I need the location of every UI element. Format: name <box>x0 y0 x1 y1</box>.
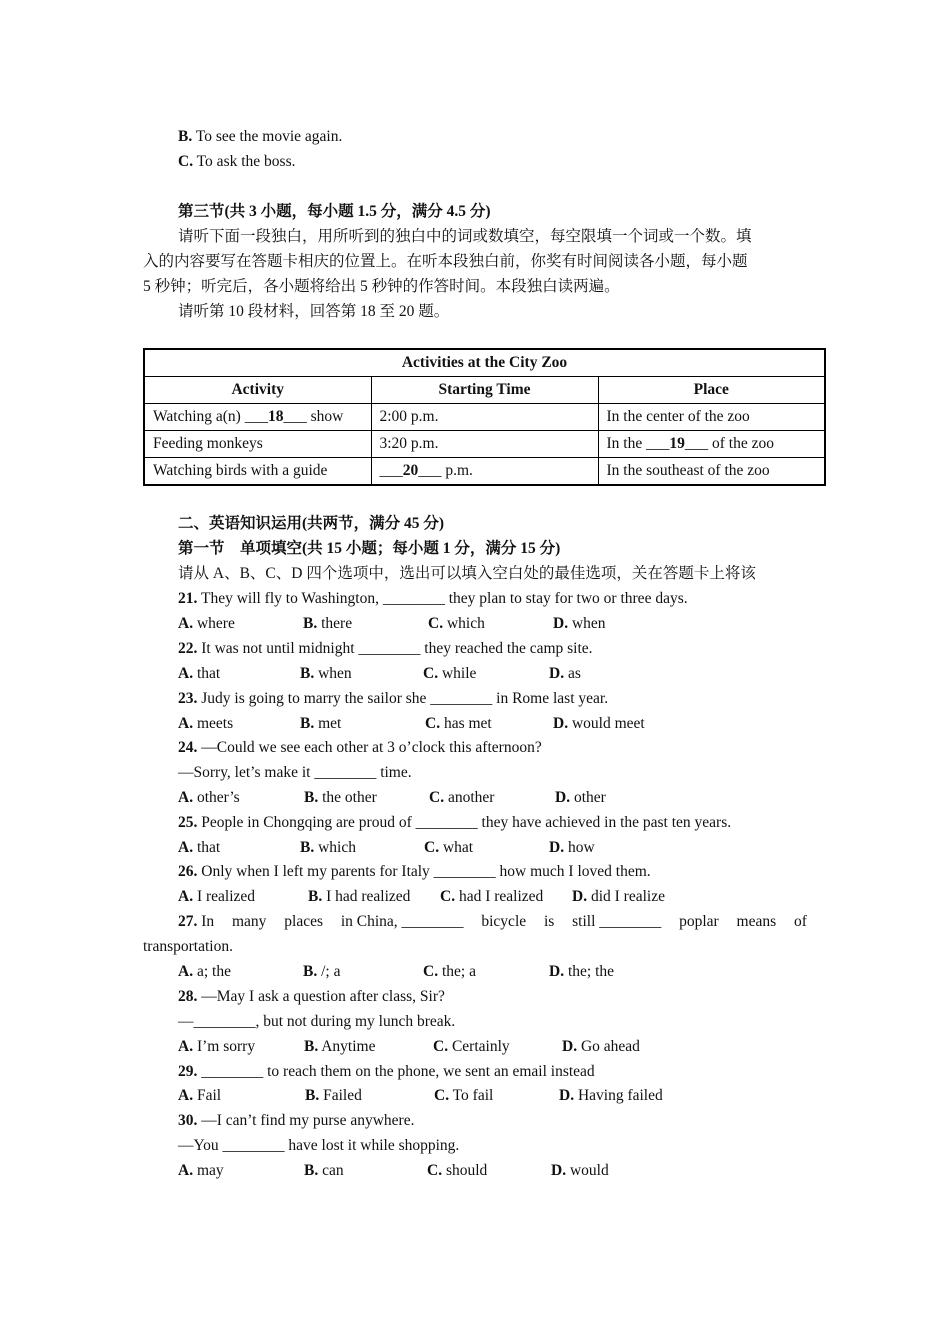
option-a: A. that <box>178 665 221 682</box>
option-b: B. Failed <box>305 1087 362 1104</box>
option-b: B. /; a <box>303 963 341 980</box>
option-c: C. another <box>429 789 495 806</box>
section3-para-line3: 5 秒钟；听完后，各小题将给出 5 秒钟的作答时间。本段独白读两遍。 <box>143 278 620 295</box>
part2-instruction: 请从 A、B、C、D 四个选项中，选出可以填入空白处的最佳选项，关在答题卡上将该 <box>178 565 756 582</box>
table-header-place: Place <box>598 377 825 404</box>
table-cell-time: 3:20 p.m. <box>371 431 598 458</box>
question-23: 23. Judy is going to marry the sailor she ________ in Rome last year. <box>178 690 609 707</box>
option-d: D. when <box>553 615 606 632</box>
option-a: A. other’s <box>178 789 240 806</box>
option-a: A. Fail <box>178 1087 222 1104</box>
question-27: 27. In many places in China, ________ bicycle is still ________ poplar means of <box>178 913 807 930</box>
prev-option-c: C. To ask the boss. <box>178 153 296 170</box>
question-30: 30. —I can’t find my purse anywhere. <box>178 1112 415 1129</box>
section3-para-line1: 请听下面一段独白，用所听到的独白中的词或数填空，每空限填一个词或一个数。填 <box>178 228 752 245</box>
question-28: 28. —May I ask a question after class, Sir? <box>178 988 445 1005</box>
table-row <box>144 431 825 458</box>
option-a: A. that <box>178 839 221 856</box>
option-d: D. other <box>555 789 606 806</box>
question-30-line2: —You ________ have lost it while shopping. <box>178 1137 460 1154</box>
option-a: A. may <box>178 1162 224 1179</box>
option-d: D. as <box>549 665 581 682</box>
table-cell-place: In the southeast of the zoo <box>598 458 825 486</box>
question-28-line2: —________, but not during my lunch break. <box>178 1013 456 1030</box>
section3-heading: 第三节(共 3 小题，每小题 1.5 分，满分 4.5 分) <box>178 203 491 220</box>
option-b: B. met <box>300 715 342 732</box>
option-a: A. a; the <box>178 963 231 980</box>
part2-section1-heading: 第一节 单项填空(共 15 小题；每小题 1 分，满分 15 分) <box>178 540 561 557</box>
option-c: C. should <box>427 1162 488 1179</box>
option-b: B. can <box>304 1162 344 1179</box>
question-21: 21. They will fly to Washington, ________ they plan to stay for two or three days. <box>178 590 688 607</box>
table-cell-place: In the center of the zoo <box>598 404 825 431</box>
table-cell-activity: Feeding monkeys <box>144 431 371 458</box>
part2-heading: 二、英语知识运用(共两节，满分 45 分) <box>178 515 445 532</box>
table-header-time: Starting Time <box>371 377 598 404</box>
option-d: D. Having failed <box>559 1087 663 1104</box>
option-c: C. the; a <box>423 963 476 980</box>
table-cell-time: 2:00 p.m. <box>371 404 598 431</box>
prev-option-b: B. To see the movie again. <box>178 128 343 145</box>
question-24: 24. —Could we see each other at 3 o’clock this afternoon? <box>178 739 542 756</box>
question-22: 22. It was not until midnight ________ they reached the camp site. <box>178 640 593 657</box>
table-cell-place: In the ___19___ of the zoo <box>598 431 825 458</box>
question-24-line2: —Sorry, let’s make it ________ time. <box>178 764 412 781</box>
question-29: 29. ________ to reach them on the phone, we sent an email instead <box>178 1063 595 1080</box>
option-d: D. would <box>551 1162 609 1179</box>
table-header-activity: Activity <box>144 377 371 404</box>
table-cell-activity: Watching a(n) ___18___ show <box>144 404 371 431</box>
table-row <box>144 404 825 431</box>
option-b: B. when <box>300 665 352 682</box>
option-a: A. where <box>178 615 235 632</box>
option-d: D. Go ahead <box>562 1038 640 1055</box>
section3-para-line2: 入的内容要写在答题卡相庆的位置上。在听本段独白前，你奖有时间阅读各小题，每小题 <box>143 253 748 270</box>
option-c: C. has met <box>425 715 492 732</box>
option-a: A. meets <box>178 715 234 732</box>
option-b: B. there <box>303 615 353 632</box>
option-c: C. while <box>423 665 477 682</box>
option-c: C. which <box>428 615 485 632</box>
table-row <box>144 458 825 486</box>
option-b: B. the other <box>304 789 377 806</box>
question-26: 26. Only when I left my parents for Italy ________ how much I loved them. <box>178 863 651 880</box>
table-caption: Activities at the City Zoo <box>144 349 825 377</box>
option-b: B. which <box>300 839 356 856</box>
option-d: D. did I realize <box>572 888 665 905</box>
section3-instruction: 请听第 10 段材料，回答第 18 至 20 题。 <box>178 303 450 320</box>
option-a: A. I realized <box>178 888 256 905</box>
option-b: B. I had realized <box>308 888 411 905</box>
option-c: C. Certainly <box>433 1038 510 1055</box>
zoo-activities-table <box>143 348 826 486</box>
question-25: 25. People in Chongqing are proud of ________ they have achieved in the past ten years. <box>178 814 732 831</box>
option-a: A. I’m sorry <box>178 1038 256 1055</box>
table-cell-activity: Watching birds with a guide <box>144 458 371 486</box>
option-d: D. the; the <box>549 963 615 980</box>
table-cell-time: ___20___ p.m. <box>371 458 598 486</box>
question-27-line2: transportation. <box>143 938 233 955</box>
option-c: C. had I realized <box>440 888 544 905</box>
option-c: C. what <box>424 839 474 856</box>
option-d: D. would meet <box>553 715 645 732</box>
option-d: D. how <box>549 839 595 856</box>
option-b: B. Anytime <box>304 1038 376 1055</box>
option-c: C. To fail <box>434 1087 494 1104</box>
